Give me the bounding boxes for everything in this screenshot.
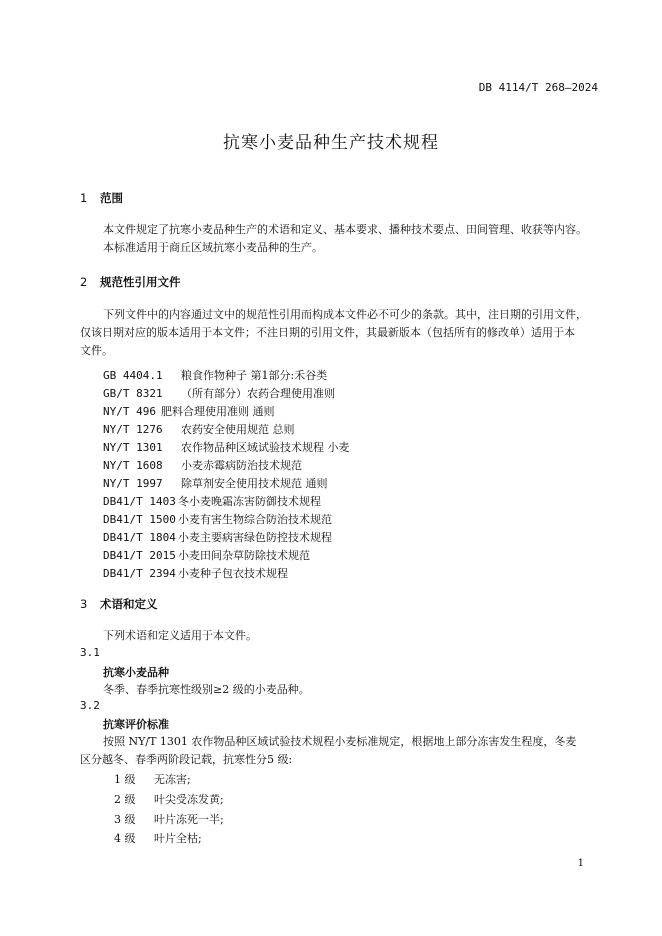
document-title: 抗寒小麦品种生产技术规程	[223, 133, 439, 153]
reference-title: 肥料合理使用准则 通则	[161, 405, 275, 418]
section-3-title: 术语和定义	[100, 597, 158, 611]
term-2-number: 3.2	[80, 699, 100, 712]
reference-code: DB41/T 2015	[103, 549, 176, 562]
standard-code: DB 4114/T 268—2024	[478, 81, 598, 94]
reference-title: 小麦种子包衣技术规程	[178, 567, 288, 580]
reference-item	[103, 385, 335, 401]
section-2-number: 2	[80, 275, 88, 289]
term-1-name: 抗寒小麦品种	[103, 666, 169, 679]
reference-code: GB 4404.1	[103, 369, 163, 382]
reference-title: 小麦主要病害绿色防控技术规程	[178, 531, 332, 544]
section-1-paragraph-1: 本文件规定了抗寒小麦品种生产的术语和定义、基本要求、播种技术要点、田间管理、收获等内容。	[103, 223, 587, 236]
reference-code: NY/T 1301	[103, 441, 163, 454]
reference-item	[103, 367, 327, 383]
section-2-intro-line-2: 仅该日期对应的版本适用于本文件；不注日期的引用文件，其最新版本（包括所有的修改单）适用于本	[80, 326, 575, 339]
term-2-name: 抗寒评价标准	[103, 718, 169, 731]
reference-item	[103, 565, 288, 581]
section-1-paragraph-2: 本标准适用于商丘区域抗寒小麦品种的生产。	[103, 241, 323, 254]
reference-title: （所有部分）农药合理使用准则	[181, 387, 335, 400]
reference-code: DB41/T 1804	[103, 531, 176, 544]
cold-resistance-grade	[114, 811, 224, 827]
section-1-heading	[80, 190, 123, 206]
cold-resistance-grade	[114, 830, 202, 846]
section-3-intro: 下列术语和定义适用于本文件。	[103, 629, 257, 642]
reference-item	[103, 439, 350, 455]
reference-item	[103, 403, 275, 419]
term-2-definition-line-2: 区分越冬、春季两阶段记载，抗寒性分5 级:	[80, 753, 293, 766]
section-2-title: 规范性引用文件	[100, 275, 181, 289]
reference-title: 农作物品种区域试验技术规程 小麦	[181, 441, 350, 454]
section-2-intro-line-3: 文件。	[80, 344, 113, 357]
reference-code: NY/T 1276	[103, 423, 163, 436]
term-2-definition-line-1: 按照 NY/T 1301 农作物品种区域试验技术规程小麦标准规定，根据地上部分冻害发生程度，冬麦	[103, 735, 577, 748]
grade-description: 无冻害;	[154, 773, 191, 786]
reference-title: 粮食作物种子 第1部分:禾谷类	[181, 369, 328, 382]
section-3-heading	[80, 596, 158, 612]
reference-code: NY/T 496	[103, 405, 156, 418]
reference-code: DB41/T 2394	[103, 567, 176, 580]
reference-item	[103, 511, 332, 527]
reference-item	[103, 457, 302, 473]
reference-code: DB41/T 1403	[103, 495, 176, 508]
reference-item	[103, 475, 328, 491]
grade-description: 叶尖受冻发黄;	[154, 793, 224, 806]
reference-title: 小麦赤霉病防治技术规范	[181, 459, 302, 472]
section-2-intro-line-1: 下列文件中的内容通过文中的规范性引用而构成本文件必不可少的条款。其中，注日期的引用文件，	[103, 308, 587, 321]
reference-title: 冬小麦晚霜冻害防御技术规程	[178, 495, 321, 508]
grade-level: 3 级	[114, 813, 136, 826]
grade-description: 叶片冻死一半;	[154, 813, 224, 826]
reference-item	[103, 421, 295, 437]
section-1-number: 1	[80, 191, 88, 205]
section-2-heading	[80, 274, 181, 290]
grade-description: 叶片全枯;	[154, 832, 202, 845]
reference-code: NY/T 1608	[103, 459, 163, 472]
reference-code: GB/T 8321	[103, 387, 163, 400]
term-1-definition: 冬季、春季抗寒性级别≥2 级的小麦品种。	[103, 683, 310, 696]
reference-item	[103, 493, 321, 509]
reference-item	[103, 529, 332, 545]
grade-level: 1 级	[114, 773, 136, 786]
grade-level: 2 级	[114, 793, 136, 806]
page-number: 1	[577, 858, 584, 869]
reference-title: 农药安全使用规范 总则	[181, 423, 295, 436]
reference-title: 小麦有害生物综合防治技术规范	[178, 513, 332, 526]
reference-title: 小麦田间杂草防除技术规范	[178, 549, 310, 562]
reference-code: NY/T 1997	[103, 477, 163, 490]
section-3-number: 3	[80, 597, 88, 611]
section-1-title: 范围	[100, 191, 123, 205]
cold-resistance-grade	[114, 771, 191, 787]
reference-title: 除草剂安全使用技术规范 通则	[181, 477, 328, 490]
term-1-number: 3.1	[80, 646, 100, 659]
reference-item	[103, 547, 310, 563]
grade-level: 4 级	[114, 832, 136, 845]
cold-resistance-grade	[114, 791, 224, 807]
reference-code: DB41/T 1500	[103, 513, 176, 526]
